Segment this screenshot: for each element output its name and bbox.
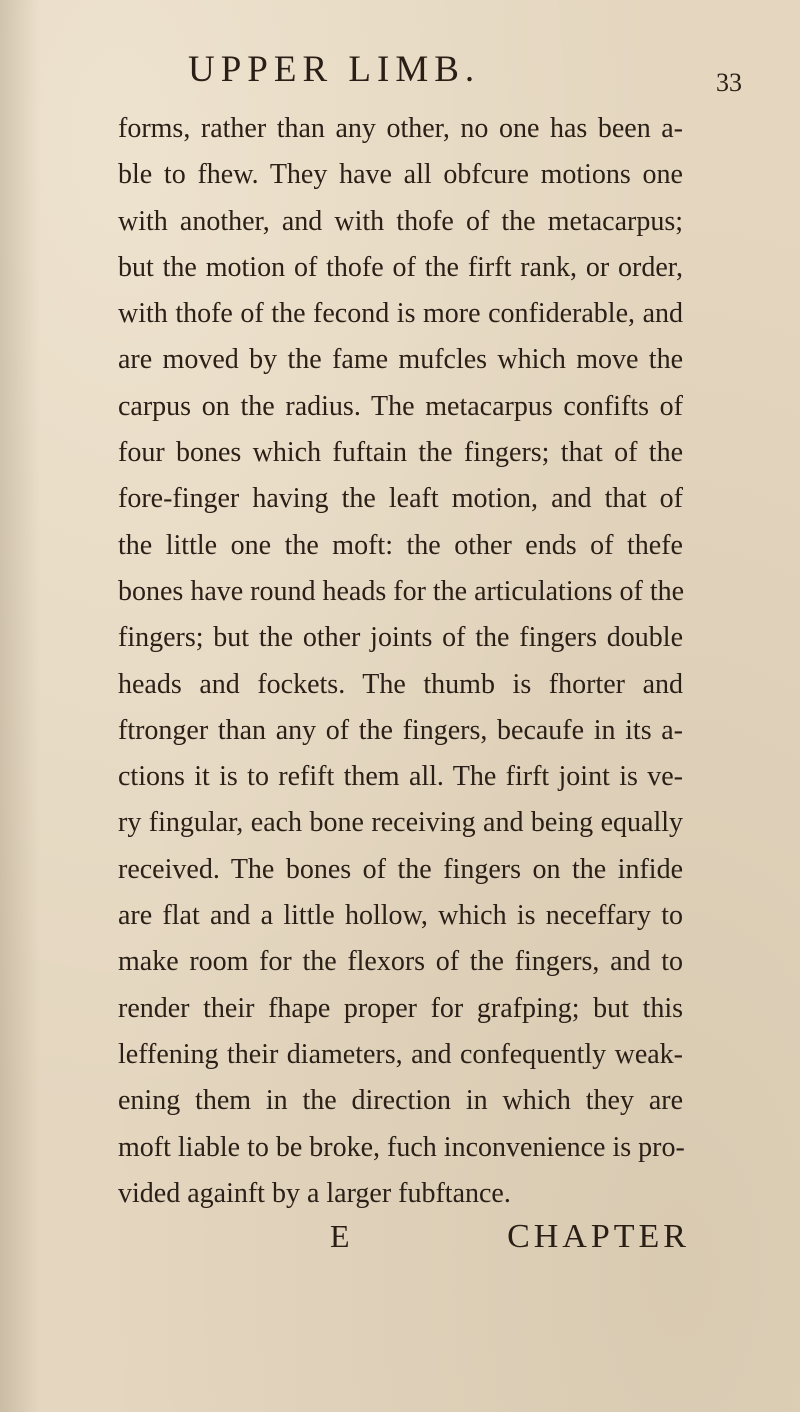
text-line: ble to fhew. They have all obfcure motions one xyxy=(118,159,683,191)
text-line: are flat and a little hollow, which is neceffary to xyxy=(118,900,683,932)
text-line: leffening their diameters, and confequently weak- xyxy=(118,1038,683,1070)
text-line: ening them in the direction in which they are xyxy=(118,1085,683,1117)
body-text xyxy=(118,106,683,1217)
text-line: forms, rather than any other, no one has been a- xyxy=(118,113,683,144)
text-line: bones have round heads for the articulations of the xyxy=(118,575,685,607)
text-line: the little one the moft: the other ends of thefe xyxy=(118,529,683,561)
running-title: UPPER LIMB. xyxy=(188,49,481,90)
text-line: render their fhape proper for grafping; but this xyxy=(118,992,683,1024)
running-head xyxy=(70,48,760,98)
text-line: moft liable to be broke, fuch inconvenience is pro- xyxy=(118,1131,685,1163)
text-line: fore-finger having the leaft motion, and that of xyxy=(118,483,683,515)
text-line: are moved by the fame mufcles which move the xyxy=(118,344,683,376)
text-line-last: vided againft by a larger fubftance. xyxy=(118,1177,511,1209)
text-line: ftronger than any of the fingers, becaufe in its a- xyxy=(118,714,683,746)
text-line: but the motion of thofe of the firft rank, or order, xyxy=(118,251,683,283)
text-line: received. The bones of the fingers on the infide xyxy=(118,853,683,885)
gutter-shadow xyxy=(0,0,40,1412)
page-number: 33 xyxy=(716,68,742,97)
signature-mark: E xyxy=(330,1218,350,1254)
text-line: fingers; but the other joints of the fingers double xyxy=(118,622,683,654)
text-line: with thofe of the fecond is more confiderable, and xyxy=(118,298,683,330)
text-line: with another, and with thofe of the metacarpus; xyxy=(118,205,683,237)
text-line: heads and fockets. The thumb is fhorter and xyxy=(118,668,683,700)
text-line: make room for the flexors of the fingers, and to xyxy=(118,946,683,978)
text-line: ry fingular, each bone receiving and being equally xyxy=(118,807,683,839)
text-line: four bones which fuftain the fingers; that of the xyxy=(118,437,683,469)
text-line: carpus on the radius. The metacarpus confifts of xyxy=(118,390,683,422)
page-footer xyxy=(70,1218,690,1268)
catchword: CHAPTER xyxy=(507,1218,690,1255)
text-line: ctions it is to refift them all. The firft joint is ve- xyxy=(118,761,683,793)
